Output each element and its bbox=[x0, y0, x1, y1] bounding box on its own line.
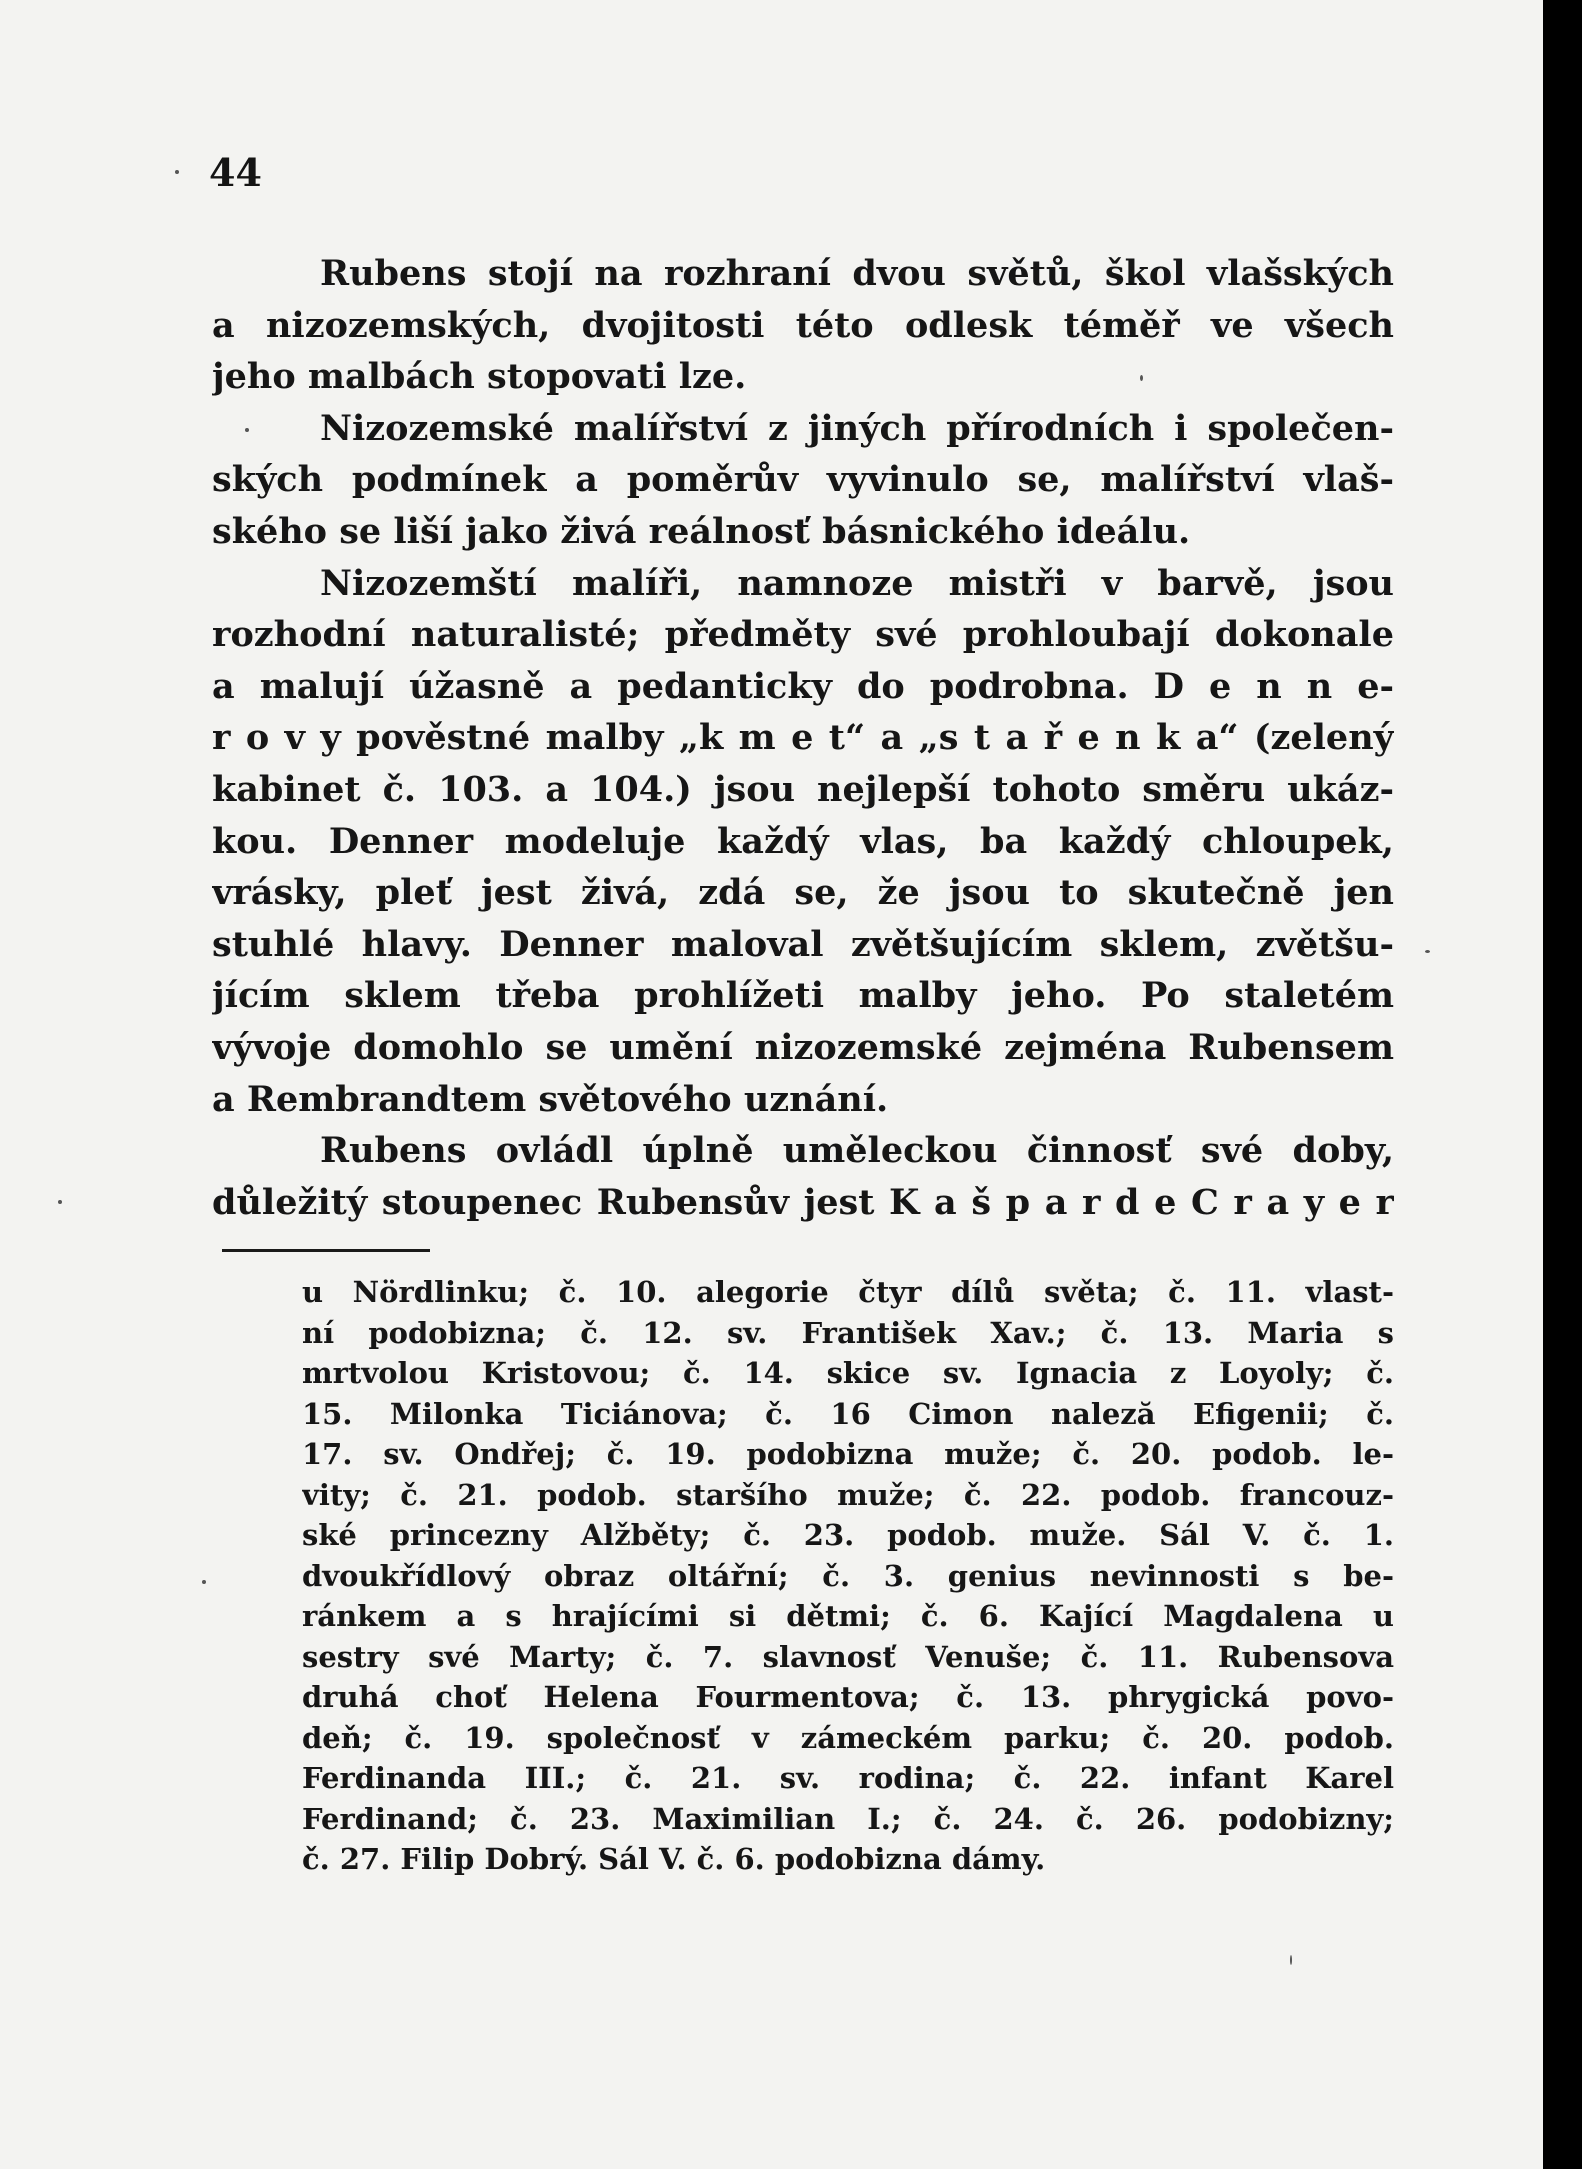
scan-speck bbox=[175, 170, 179, 174]
scan-speck bbox=[245, 428, 249, 432]
footnote-line: u Nördlinku; č. 10. alegorie čtyr dílů světa; č. 11. vlast- bbox=[302, 1275, 1394, 1309]
scan-speck bbox=[1140, 375, 1143, 381]
footnote-line: vity; č. 21. podob. staršího muže; č. 22. podob. francouz- bbox=[302, 1477, 1394, 1512]
footnote-line: ní podobizna; č. 12. sv. František Xav.; č. 13. Maria s bbox=[302, 1315, 1394, 1350]
footnote-line: dvoukřídlový obraz oltářní; č. 3. genius nevinnosti s be- bbox=[302, 1558, 1394, 1593]
footnote-line: 15. Milonka Ticiánova; č. 16 Cimon naleză Efigenii; č. bbox=[302, 1396, 1394, 1431]
footnote-line: sestry své Marty; č. 7. slavnosť Venuše; č. 11. Rubensova bbox=[302, 1639, 1394, 1674]
body-text-line: ských podmínek a poměrův vyvinulo se, malířství vlaš- bbox=[212, 459, 1394, 501]
body-text-line: Rubens ovládl úplně uměleckou činnosť své doby, bbox=[320, 1130, 1394, 1172]
main-text-block bbox=[212, 248, 1394, 1228]
footnote-line: mrtvolou Kristovou; č. 14. skice sv. Ignacia z Loyoly; č. bbox=[302, 1356, 1394, 1390]
footnote-block bbox=[302, 1272, 1394, 1880]
footnote-line: ránkem a s hrajícími si dětmi; č. 6. Kající Magdalena u bbox=[302, 1599, 1394, 1633]
body-text-line: důležitý stoupenec Rubensův jest K a š p a r d e C r a y e r bbox=[212, 1181, 1394, 1223]
body-text-line: kabinet č. 103. a 104.) jsou nejlepší tohoto směru ukáz- bbox=[212, 768, 1394, 810]
body-text-line: kou. Denner modeluje každý vlas, ba každý chloupek, bbox=[212, 820, 1394, 862]
body-text-line: jeho malbách stopovati lze. bbox=[212, 356, 747, 398]
footnote-line: Ferdinand; č. 23. Maximilian I.; č. 24. č. 26. podobizny; bbox=[302, 1801, 1394, 1836]
body-text-line: a nizozemských, dvojitosti této odlesk téměř ve všech bbox=[212, 304, 1394, 346]
scan-speck bbox=[202, 1580, 206, 1584]
footnote-line: č. 27. Filip Dobrý. Sál V. č. 6. podobizna dámy. bbox=[302, 1842, 1046, 1876]
body-text-line: Nizozemští malíři, namnoze mistři v barvě, jsou bbox=[320, 562, 1394, 604]
footnote-separator bbox=[222, 1249, 430, 1252]
body-text-line: a Rembrandtem světového uznání. bbox=[212, 1078, 889, 1120]
body-text-line: Rubens stojí na rozhraní dvou světů, škol vlašských bbox=[320, 253, 1394, 294]
scan-speck bbox=[1425, 950, 1430, 953]
body-text-line: stuhlé hlavy. Denner maloval zvětšujícím sklem, zvětšu- bbox=[212, 923, 1394, 965]
body-text-line: rozhodní naturalisté; předměty své prohloubají dokonale bbox=[212, 614, 1394, 656]
footnote-line: 17. sv. Ondřej; č. 19. podobizna muže; č. 20. podob. le- bbox=[302, 1437, 1394, 1471]
body-text-line: a malují úžasně a pedanticky do podrobna. D e n n e- bbox=[212, 665, 1394, 707]
body-text-line: jícím sklem třeba prohlížeti malby jeho. Po staletém bbox=[212, 975, 1394, 1017]
body-text-line: ského se liší jako živá reálnosť básnického ideálu. bbox=[212, 510, 1191, 552]
footnote-line: Ferdinanda III.; č. 21. sv. rodina; č. 22. infant Karel bbox=[302, 1761, 1394, 1795]
body-text-line: r o v y pověstné malby „k m e t“ a „s t a ř e n k a“ (zelený bbox=[212, 717, 1394, 759]
body-text-line: vrásky, pleť jest živá, zdá se, že jsou to skutečně jen bbox=[212, 872, 1394, 914]
footnote-line: ské princezny Alžběty; č. 23. podob. muže. Sál V. č. 1. bbox=[302, 1518, 1394, 1552]
footnote-line: druhá choť Helena Fourmentova; č. 13. phrygická povo- bbox=[302, 1680, 1394, 1714]
scan-speck bbox=[1290, 1955, 1292, 1965]
body-text-line: Nizozemské malířství z jiných přírodních i společen- bbox=[320, 407, 1394, 449]
scan-speck bbox=[58, 1200, 62, 1204]
footnote-line: deň; č. 19. společnosť v zámeckém parku; č. 20. podob. bbox=[302, 1720, 1394, 1755]
page-number: 44 bbox=[209, 150, 262, 195]
body-text-line: vývoje domohlo se umění nizozemské zejména Rubensem bbox=[212, 1026, 1394, 1068]
